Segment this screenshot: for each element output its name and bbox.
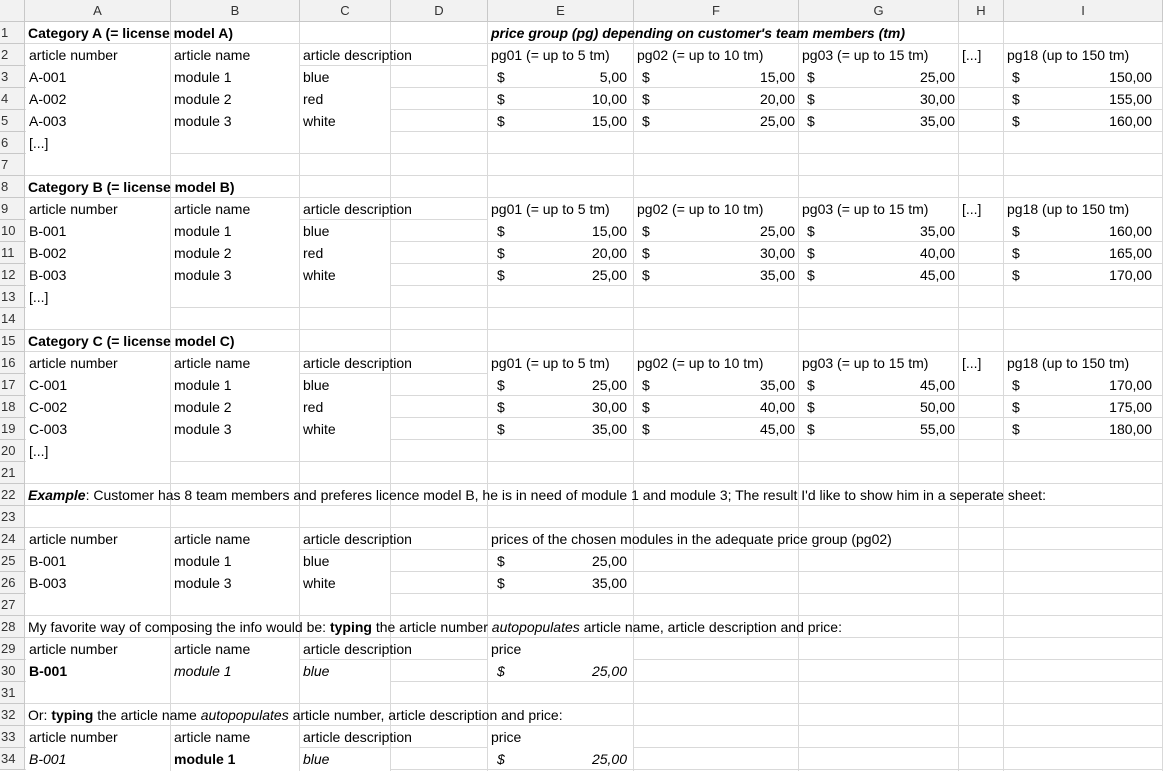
- cell-price-pg03[interactable]: 35,00: [919, 113, 955, 129]
- row-header[interactable]: 26: [0, 572, 25, 594]
- row-header[interactable]: 13: [0, 286, 25, 308]
- cell-price-pg03[interactable]: 25,00: [919, 69, 955, 85]
- currency-symbol: $: [642, 113, 650, 129]
- row-header[interactable]: 4: [0, 88, 25, 110]
- option2-text-d: autopopulates: [200, 707, 289, 723]
- cell-article-number[interactable]: B-001: [26, 220, 170, 242]
- header-ellipsis[interactable]: [...]: [959, 352, 1003, 374]
- option1-text-a: My favorite way of composing the info would be:: [28, 619, 330, 635]
- cell-price-pg02[interactable]: 35,00: [759, 377, 795, 393]
- cell-article-description[interactable]: red: [300, 396, 390, 418]
- header-article-name[interactable]: article name: [171, 638, 299, 660]
- cell-price-pg01[interactable]: 10,00: [591, 91, 627, 107]
- select-all-corner[interactable]: [0, 0, 25, 22]
- cell-price-pg02[interactable]: 20,00: [759, 91, 795, 107]
- cell-article-name[interactable]: module 1: [171, 660, 299, 682]
- row-header[interactable]: 7: [0, 154, 25, 176]
- cell-article-name[interactable]: module 3: [171, 572, 299, 594]
- cell-price-pg02[interactable]: 40,00: [759, 399, 795, 415]
- cell-article-name[interactable]: module 1: [171, 374, 299, 396]
- gridline: [25, 461, 1163, 462]
- currency-symbol: $: [642, 377, 650, 393]
- currency-symbol: $: [497, 421, 505, 437]
- column-header-b[interactable]: B: [171, 0, 300, 22]
- cell-article-description[interactable]: blue: [300, 66, 390, 88]
- currency-symbol: $: [497, 663, 505, 679]
- cell-price-pg03[interactable]: 40,00: [919, 245, 955, 261]
- currency-symbol: $: [807, 399, 815, 415]
- currency-symbol: $: [807, 245, 815, 261]
- category-b-title[interactable]: Category B (= license model B): [28, 179, 235, 195]
- cell-article-number[interactable]: A-002: [26, 88, 170, 110]
- cell-article-description[interactable]: blue: [300, 660, 390, 682]
- row-header[interactable]: 17: [0, 374, 25, 396]
- cell-ellipsis[interactable]: [...]: [26, 286, 170, 308]
- category-c-title[interactable]: Category C (= license model C): [28, 333, 235, 349]
- cell-price-pg03[interactable]: 30,00: [919, 91, 955, 107]
- cell-price-pg02[interactable]: 25,00: [759, 223, 795, 239]
- header-article-name[interactable]: article name: [171, 198, 299, 220]
- row-header[interactable]: 31: [0, 682, 25, 704]
- currency-symbol: $: [642, 267, 650, 283]
- currency-symbol: $: [642, 91, 650, 107]
- header-ellipsis[interactable]: [...]: [959, 198, 1003, 220]
- header-article-description[interactable]: article description: [303, 729, 412, 745]
- option2-text-a: Or:: [28, 707, 52, 723]
- cell-article-number[interactable]: B-001: [26, 550, 170, 572]
- cell-price[interactable]: 25,00: [591, 663, 627, 679]
- cell-ellipsis[interactable]: [...]: [26, 440, 170, 462]
- currency-symbol: $: [642, 421, 650, 437]
- cell-price-pg03[interactable]: 45,00: [919, 377, 955, 393]
- cell-article-name[interactable]: module 3: [171, 264, 299, 286]
- category-a-title[interactable]: Category A (= license model A): [28, 25, 233, 41]
- header-article-number[interactable]: article number: [26, 528, 170, 550]
- header-pg03[interactable]: pg03 (= up to 15 tm): [799, 352, 958, 374]
- cell-article-description[interactable]: red: [300, 88, 390, 110]
- row-header[interactable]: 32: [0, 704, 25, 726]
- option1-text[interactable]: [25, 616, 1025, 638]
- header-pg02[interactable]: pg02 (= up to 10 tm): [634, 44, 798, 66]
- cell-price-pg02[interactable]: 15,00: [759, 69, 795, 85]
- currency-symbol: $: [1012, 245, 1020, 261]
- cell-price-pg18[interactable]: 175,00: [1109, 399, 1152, 415]
- gridline: [25, 153, 1163, 154]
- cell-price-pg18[interactable]: 165,00: [1109, 245, 1152, 261]
- row-header[interactable]: 29: [0, 638, 25, 660]
- column-header-f[interactable]: F: [634, 0, 799, 22]
- example-description: : Customer has 8 team members and preferes licence model B, he is in need of module 1 and module 3; The result I'd like to show him in a seperate sheet:: [85, 487, 1046, 503]
- header-article-number[interactable]: article number: [26, 198, 170, 220]
- cell-article-name[interactable]: module 2: [171, 88, 299, 110]
- currency-symbol: $: [497, 575, 505, 591]
- cell-price-pg01[interactable]: 25,00: [591, 267, 627, 283]
- cell-price-pg02[interactable]: 30,00: [759, 245, 795, 261]
- currency-symbol: $: [642, 69, 650, 85]
- cell-price-pg03[interactable]: 55,00: [919, 421, 955, 437]
- cell-article-name[interactable]: module 1: [171, 220, 299, 242]
- cell-article-number[interactable]: C-003: [26, 418, 170, 440]
- header-article-number[interactable]: article number: [26, 44, 170, 66]
- column-header-c[interactable]: C: [300, 0, 391, 22]
- cell-price[interactable]: 35,00: [591, 575, 627, 591]
- currency-symbol: $: [497, 399, 505, 415]
- cell-article-number[interactable]: C-002: [26, 396, 170, 418]
- currency-symbol: $: [1012, 421, 1020, 437]
- row-header[interactable]: 18: [0, 396, 25, 418]
- cell-article-number[interactable]: B-003: [26, 572, 170, 594]
- row-header[interactable]: 2: [0, 44, 25, 66]
- header-article-description[interactable]: article description: [303, 531, 412, 547]
- cell-price-pg18[interactable]: 150,00: [1109, 69, 1152, 85]
- cell-article-description[interactable]: white: [300, 572, 390, 594]
- cell-article-description[interactable]: white: [300, 264, 390, 286]
- currency-symbol: $: [1012, 69, 1020, 85]
- row-header[interactable]: 14: [0, 308, 25, 330]
- row-header[interactable]: 25: [0, 550, 25, 572]
- cell-price-pg18[interactable]: 160,00: [1109, 113, 1152, 129]
- currency-symbol: $: [1012, 267, 1020, 283]
- row-header[interactable]: 11: [0, 242, 25, 264]
- cell-article-description[interactable]: blue: [300, 220, 390, 242]
- header-article-name[interactable]: article name: [171, 352, 299, 374]
- header-article-name[interactable]: article name: [171, 528, 299, 550]
- cell-article-number[interactable]: C-001: [26, 374, 170, 396]
- currency-symbol: $: [807, 421, 815, 437]
- header-prices-chosen[interactable]: prices of the chosen modules in the adequate price group (pg02): [491, 531, 892, 547]
- row-header[interactable]: 24: [0, 528, 25, 550]
- cell-price-pg01[interactable]: 5,00: [599, 69, 627, 85]
- currency-symbol: $: [497, 751, 505, 767]
- row-header[interactable]: 23: [0, 506, 25, 528]
- cell-ellipsis[interactable]: [...]: [26, 132, 170, 154]
- cell-article-name[interactable]: module 2: [171, 396, 299, 418]
- row-header[interactable]: 21: [0, 462, 25, 484]
- gridline: [25, 307, 1163, 308]
- row-header[interactable]: 12: [0, 264, 25, 286]
- header-ellipsis[interactable]: [...]: [959, 44, 1003, 66]
- cell-article-number-input[interactable]: B-001: [26, 660, 170, 682]
- currency-symbol: $: [807, 113, 815, 129]
- cell-price-pg01[interactable]: 15,00: [591, 223, 627, 239]
- cell-price-pg18[interactable]: 180,00: [1109, 421, 1152, 437]
- header-article-description[interactable]: article description: [303, 47, 412, 63]
- cell-price[interactable]: 25,00: [591, 751, 627, 767]
- cell-price-pg18[interactable]: 160,00: [1109, 223, 1152, 239]
- cell-price-pg18[interactable]: 170,00: [1109, 267, 1152, 283]
- header-article-number[interactable]: article number: [26, 726, 170, 748]
- row-header[interactable]: 6: [0, 132, 25, 154]
- cell-price-pg01[interactable]: 35,00: [591, 421, 627, 437]
- row-header[interactable]: 28: [0, 616, 25, 638]
- cell-price-pg02[interactable]: 35,00: [759, 267, 795, 283]
- column-header-d[interactable]: D: [391, 0, 488, 22]
- cell-article-number[interactable]: A-001: [26, 66, 170, 88]
- cell-article-name[interactable]: module 3: [171, 418, 299, 440]
- row-header[interactable]: 22: [0, 484, 25, 506]
- cell-price-pg18[interactable]: 155,00: [1109, 91, 1152, 107]
- example-text[interactable]: [25, 484, 1163, 506]
- option1-text-b: typing: [329, 619, 372, 635]
- example-label: Example: [28, 487, 86, 503]
- currency-symbol: $: [497, 245, 505, 261]
- cell-price-pg01[interactable]: 30,00: [591, 399, 627, 415]
- cell-price-pg01[interactable]: 25,00: [591, 377, 627, 393]
- row-header[interactable]: 9: [0, 198, 25, 220]
- row-header[interactable]: 15: [0, 330, 25, 352]
- row-header[interactable]: 33: [0, 726, 25, 748]
- header-article-number[interactable]: article number: [26, 638, 170, 660]
- row-header[interactable]: 19: [0, 418, 25, 440]
- row-header[interactable]: 34: [0, 748, 25, 770]
- cell-price-pg01[interactable]: 20,00: [591, 245, 627, 261]
- currency-symbol: $: [1012, 399, 1020, 415]
- cell-price[interactable]: 25,00: [591, 553, 627, 569]
- column-header-e[interactable]: E: [488, 0, 634, 22]
- row-header[interactable]: 1: [0, 22, 25, 44]
- option1-text-d: autopopulates: [491, 619, 580, 635]
- option2-text[interactable]: [25, 704, 1025, 726]
- cell-article-description[interactable]: blue: [300, 748, 390, 770]
- row-header[interactable]: 16: [0, 352, 25, 374]
- header-pg01[interactable]: pg01 (= up to 5 tm): [488, 198, 633, 220]
- price-group-title[interactable]: price group (pg) depending on customer's team members (tm): [491, 25, 906, 41]
- option2-text-b: typing: [51, 707, 94, 723]
- header-pg01[interactable]: pg01 (= up to 5 tm): [488, 44, 633, 66]
- option1-text-e: article name, article description and price:: [579, 619, 842, 635]
- currency-symbol: $: [807, 69, 815, 85]
- cell-article-name[interactable]: module 1: [171, 550, 299, 572]
- cell-article-number[interactable]: B-003: [26, 264, 170, 286]
- currency-symbol: $: [642, 399, 650, 415]
- currency-symbol: $: [497, 267, 505, 283]
- currency-symbol: $: [807, 223, 815, 239]
- cell-article-description[interactable]: red: [300, 242, 390, 264]
- currency-symbol: $: [1012, 377, 1020, 393]
- cell-price-pg02[interactable]: 25,00: [759, 113, 795, 129]
- currency-symbol: $: [497, 69, 505, 85]
- row-header[interactable]: 5: [0, 110, 25, 132]
- currency-symbol: $: [497, 113, 505, 129]
- currency-symbol: $: [497, 91, 505, 107]
- currency-symbol: $: [497, 553, 505, 569]
- cell-price-pg02[interactable]: 45,00: [759, 421, 795, 437]
- currency-symbol: $: [497, 377, 505, 393]
- header-pg18[interactable]: pg18 (up to 150 tm): [1004, 198, 1162, 220]
- row-header[interactable]: 20: [0, 440, 25, 462]
- currency-symbol: $: [1012, 223, 1020, 239]
- row-header[interactable]: 8: [0, 176, 25, 198]
- header-pg18[interactable]: pg18 (up to 150 tm): [1004, 352, 1162, 374]
- currency-symbol: $: [642, 223, 650, 239]
- cell-price-pg03[interactable]: 50,00: [919, 399, 955, 415]
- currency-symbol: $: [642, 245, 650, 261]
- currency-symbol: $: [807, 91, 815, 107]
- header-article-description[interactable]: article description: [303, 355, 412, 371]
- cell-article-number[interactable]: B-002: [26, 242, 170, 264]
- option2-text-e: article number, article description and price:: [288, 707, 563, 723]
- row-header[interactable]: 10: [0, 220, 25, 242]
- cell-article-number[interactable]: B-001: [26, 748, 170, 770]
- cell-article-description[interactable]: white: [300, 110, 390, 132]
- header-article-name[interactable]: article name: [171, 726, 299, 748]
- column-header-i[interactable]: I: [1004, 0, 1163, 22]
- currency-symbol: $: [1012, 91, 1020, 107]
- currency-symbol: $: [1012, 113, 1020, 129]
- cell-article-name[interactable]: module 2: [171, 242, 299, 264]
- cell-price-pg03[interactable]: 45,00: [919, 267, 955, 283]
- header-pg03[interactable]: pg03 (= up to 15 tm): [799, 198, 958, 220]
- header-pg02[interactable]: pg02 (= up to 10 tm): [634, 198, 798, 220]
- header-article-description[interactable]: article description: [303, 641, 412, 657]
- header-pg18[interactable]: pg18 (up to 150 tm): [1004, 44, 1162, 66]
- currency-symbol: $: [807, 267, 815, 283]
- header-price[interactable]: price: [488, 726, 633, 748]
- cell-article-description[interactable]: white: [300, 418, 390, 440]
- header-article-name[interactable]: article name: [171, 44, 299, 66]
- cell-article-name-input[interactable]: module 1: [171, 748, 299, 770]
- cell-price-pg01[interactable]: 15,00: [591, 113, 627, 129]
- column-header-h[interactable]: H: [959, 0, 1004, 22]
- header-pg01[interactable]: pg01 (= up to 5 tm): [488, 352, 633, 374]
- cell-article-name[interactable]: module 1: [171, 66, 299, 88]
- row-header[interactable]: 30: [0, 660, 25, 682]
- row-header[interactable]: 3: [0, 66, 25, 88]
- currency-symbol: $: [497, 223, 505, 239]
- cell-price-pg18[interactable]: 170,00: [1109, 377, 1152, 393]
- option2-text-c: the article name: [93, 707, 201, 723]
- cell-article-number[interactable]: A-003: [26, 110, 170, 132]
- cell-article-name[interactable]: module 3: [171, 110, 299, 132]
- header-price[interactable]: price: [488, 638, 633, 660]
- option1-text-c: the article number: [371, 619, 492, 635]
- currency-symbol: $: [807, 377, 815, 393]
- header-pg03[interactable]: pg03 (= up to 15 tm): [799, 44, 958, 66]
- cell-article-description[interactable]: blue: [300, 550, 390, 572]
- header-article-description[interactable]: article description: [303, 201, 412, 217]
- header-article-number[interactable]: article number: [26, 352, 170, 374]
- row-header[interactable]: 27: [0, 594, 25, 616]
- cell-article-description[interactable]: blue: [300, 374, 390, 396]
- column-header-a[interactable]: A: [25, 0, 171, 22]
- header-pg02[interactable]: pg02 (= up to 10 tm): [634, 352, 798, 374]
- column-header-g[interactable]: G: [799, 0, 959, 22]
- cell-price-pg03[interactable]: 35,00: [919, 223, 955, 239]
